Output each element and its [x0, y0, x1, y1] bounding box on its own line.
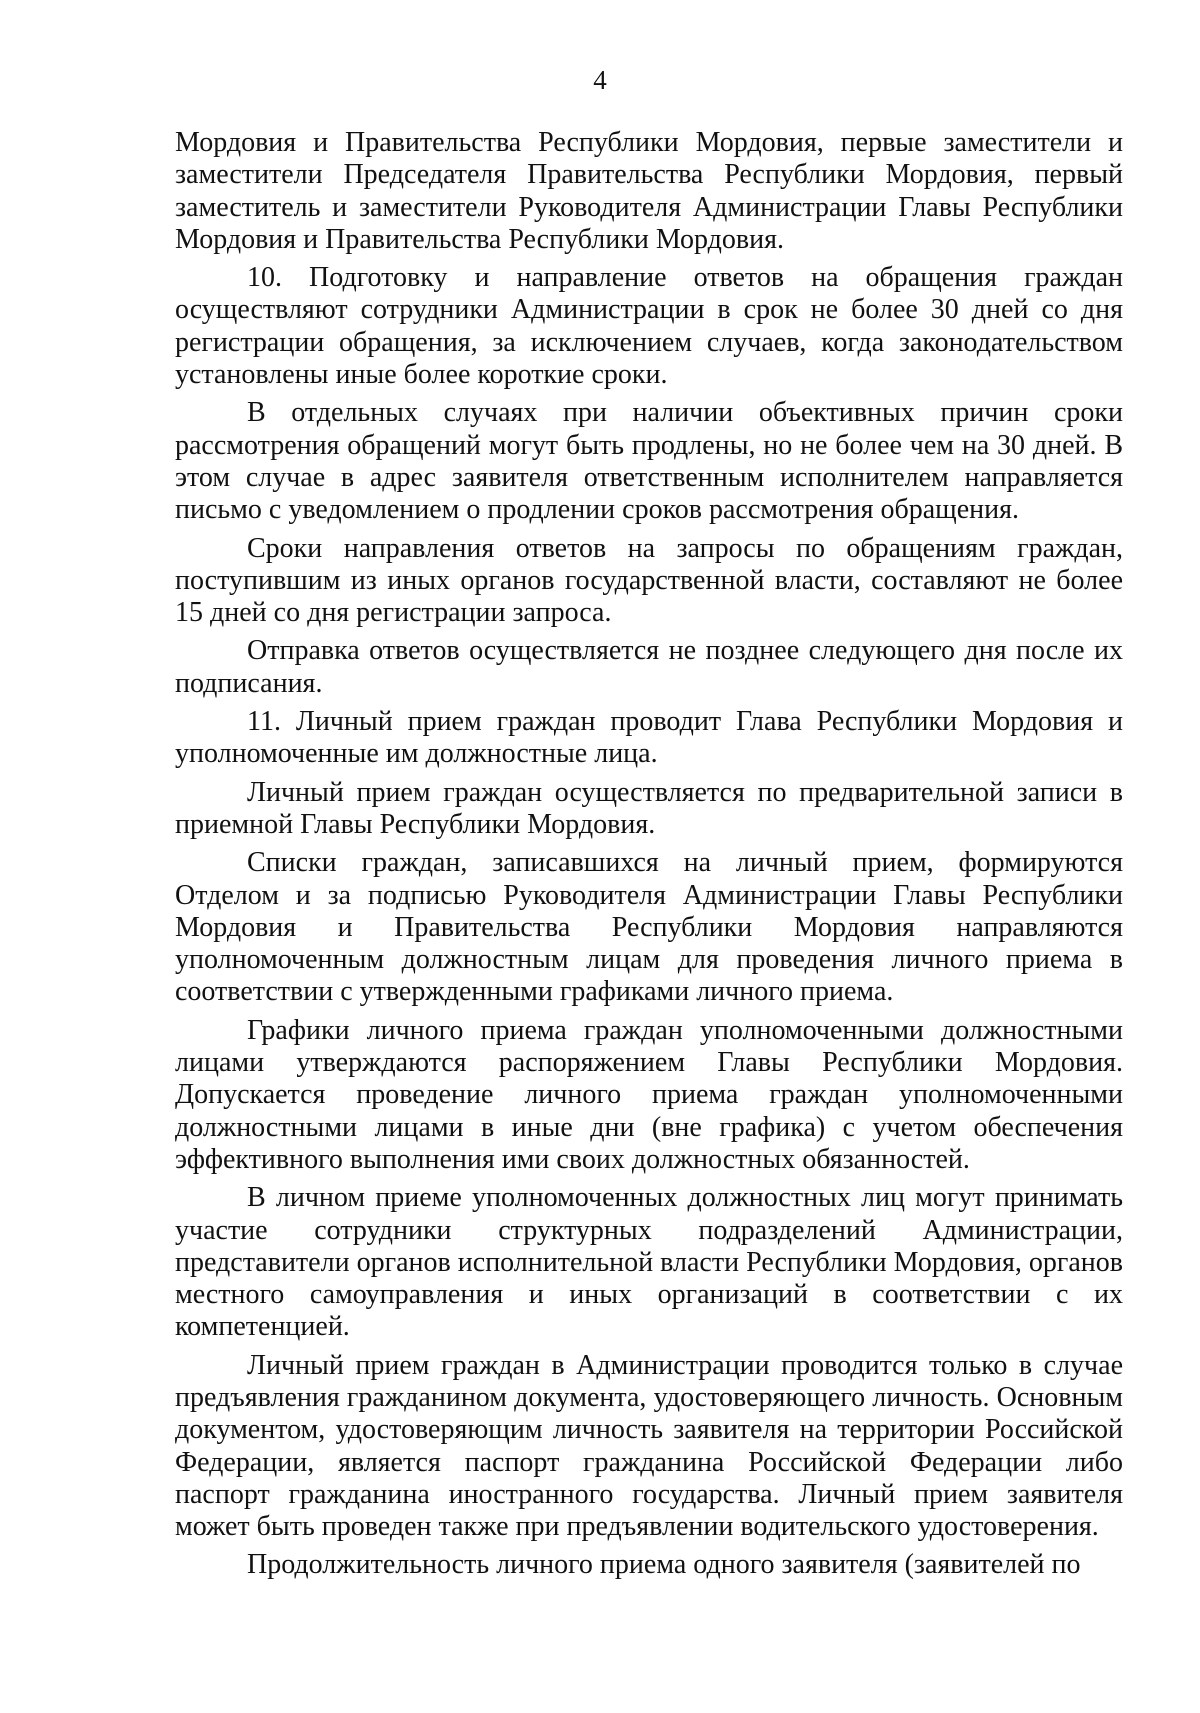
page-number: 4 [593, 65, 607, 95]
paragraph: 10. Подготовку и направление ответов на обращения граждан осуществляют сотрудники Администрации в срок не более 30 дней со дня регистрации обращения, за исключением случаев, когда законодательством установлены иные более короткие сроки. [175, 262, 1123, 391]
paragraph: Личный прием граждан в Администрации проводится только в случае предъявления гражданином документа, удостоверяющего личность. Основным документом, удостоверяющим личность заявителя на территории Российской Федерации, является паспорт гражданина Российской Федерации либо паспорт гражданина иностранного государства. Личный прием заявителя может быть проведен также при предъявлении водительского удостоверения. [175, 1349, 1123, 1543]
paragraph: 11. Личный прием граждан проводит Глава Республики Мордовия и уполномоченные им должностные лица. [175, 706, 1123, 770]
document-body [175, 127, 1123, 1588]
paragraph: Графики личного приема граждан уполномоченными должностными лицами утверждаются распоряжением Главы Республики Мордовия. Допускается проведение личного приема граждан уполномоченными должностными лицами в иные дни (вне графика) с учетом обеспечения эффективного выполнения ими своих должностных обязанностей. [175, 1014, 1123, 1175]
paragraph: Продолжительность личного приема одного заявителя (заявителей по [247, 1549, 1081, 1581]
paragraph: Мордовия и Правительства Республики Мордовия, первые заместители и заместители Председателя Правительства Республики Мордовия, первый заместитель и заместители Руководителя Администрации Главы Республики Мордовия и Правительства Республики Мордовия. [175, 127, 1123, 255]
paragraph: Сроки направления ответов на запросы по обращениям граждан, поступившим из иных органов государственной власти, составляют не более 15 дней со дня регистрации запроса. [175, 532, 1123, 629]
paragraph: В личном приеме уполномоченных должностных лиц могут принимать участие сотрудники структурных подразделений Администрации, представители органов исполнительной власти Республики Мордовия, органов местного самоуправления и иных организаций в соответствии с их компетенцией. [175, 1182, 1123, 1343]
paragraph: В отдельных случаях при наличии объективных причин сроки рассмотрения обращений могут быть продлены, но не более чем на 30 дней. В этом случае в адрес заявителя ответственным исполнителем направляется письмо с уведомлением о продлении сроков рассмотрения обращения. [175, 397, 1123, 526]
paragraph: Списки граждан, записавшихся на личный прием, формируются Отделом и за подписью Руководителя Администрации Главы Республики Мордовия и Правительства Республики Мордовия направляются уполномоченным должностным лицам для проведения личного приема в соответствии с утвержденными графиками личного приема. [175, 847, 1123, 1008]
paragraph: Личный прием граждан осуществляется по предварительной записи в приемной Главы Республики Мордовия. [175, 776, 1123, 840]
paragraph: Отправка ответов осуществляется не позднее следующего дня после их подписания. [175, 635, 1123, 699]
